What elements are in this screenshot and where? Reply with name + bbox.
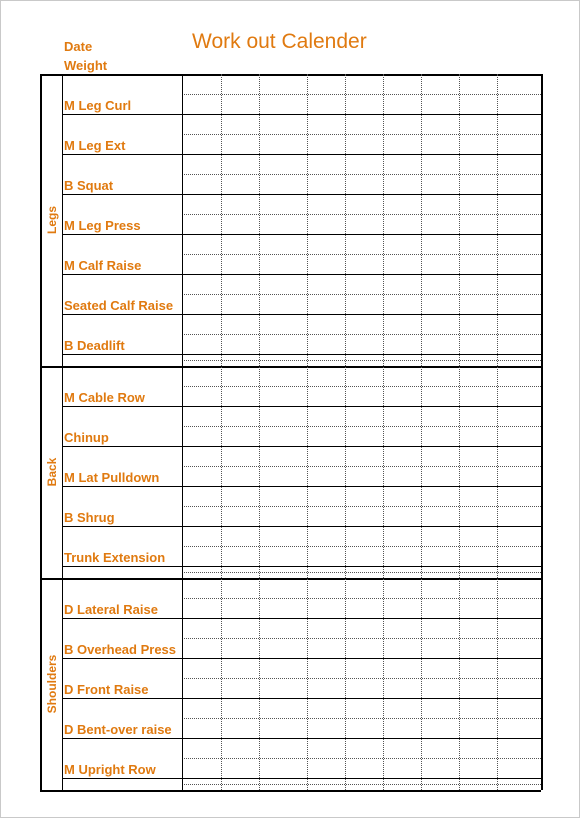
exercise-label: M Lat Pulldown (64, 470, 160, 485)
grid-subline (182, 506, 541, 507)
exercise-label: Chinup (64, 430, 109, 445)
grid-subline (182, 334, 541, 335)
section-label-shoulders: Shoulders (45, 654, 59, 714)
grid-row-line (62, 234, 541, 235)
date-column-line (459, 74, 460, 790)
grid-row-line (62, 618, 541, 619)
grid-subline (182, 678, 541, 679)
grid-subline (182, 718, 541, 719)
date-column-line (307, 74, 308, 790)
exercise-label: M Leg Press (64, 218, 141, 233)
grid-row-line (62, 194, 541, 195)
date-column-line (383, 74, 384, 790)
exercise-label: B Overhead Press (64, 642, 177, 657)
grid-top-border (40, 74, 541, 76)
section-bottom-line (40, 366, 541, 368)
exercise-label: Trunk Extension (64, 550, 166, 565)
grid-row-line (62, 274, 541, 275)
weight-label: Weight (64, 58, 108, 73)
grid-subline (182, 638, 541, 639)
grid-right-border (541, 74, 543, 790)
grid-row-line (62, 486, 541, 487)
grid-subline (182, 294, 541, 295)
grid-subline (182, 254, 541, 255)
page-title: Work out Calender (192, 30, 367, 53)
section-label-divider (62, 578, 63, 790)
grid-left-border (40, 74, 42, 790)
exercise-label: B Shrug (64, 510, 115, 525)
grid-row-line (62, 114, 541, 115)
section-label-divider (62, 366, 63, 578)
exercise-label: M Cable Row (64, 390, 145, 405)
grid-row-line (62, 354, 541, 355)
grid-row-line (62, 406, 541, 407)
exercise-label: M Calf Raise (64, 258, 142, 273)
grid-row-line (62, 566, 541, 567)
grid-subline (182, 546, 541, 547)
grid-row-line (62, 658, 541, 659)
grid-row-line (62, 778, 541, 779)
grid-row-line (62, 738, 541, 739)
exercise-label: Seated Calf Raise (64, 298, 174, 313)
grid-row-line (62, 314, 541, 315)
grid-subline (182, 784, 541, 785)
exercise-label: D Lateral Raise (64, 602, 158, 617)
section-label-legs: Legs (45, 205, 59, 235)
exercise-column-divider (182, 74, 183, 790)
exercise-label: B Squat (64, 178, 114, 193)
exercise-label: M Leg Curl (64, 98, 132, 113)
exercise-label: M Upright Row (64, 762, 156, 777)
grid-subline (182, 174, 541, 175)
section-bottom-line (40, 790, 541, 792)
grid-subline (182, 598, 541, 599)
date-label: Date (64, 39, 93, 54)
date-column-line (259, 74, 260, 790)
grid-row-line (62, 698, 541, 699)
grid-subline (182, 466, 541, 467)
grid-subline (182, 214, 541, 215)
exercise-label: B Deadlift (64, 338, 125, 353)
grid-subline (182, 134, 541, 135)
exercise-label: D Front Raise (64, 682, 149, 697)
section-label-divider (62, 74, 63, 366)
exercise-label: D Bent-over raise (64, 722, 172, 737)
date-column-line (497, 74, 498, 790)
grid-subline (182, 94, 541, 95)
exercise-label: M Leg Ext (64, 138, 126, 153)
grid-subline (182, 758, 541, 759)
grid-subline (182, 426, 541, 427)
grid-row-line (62, 526, 541, 527)
date-column-line (221, 74, 222, 790)
grid-row-line (62, 446, 541, 447)
section-label-back: Back (45, 457, 59, 487)
date-column-line (421, 74, 422, 790)
date-column-line (345, 74, 346, 790)
grid-row-line (62, 154, 541, 155)
section-bottom-line (40, 578, 541, 580)
grid-subline (182, 386, 541, 387)
grid-subline (182, 572, 541, 573)
grid-subline (182, 360, 541, 361)
